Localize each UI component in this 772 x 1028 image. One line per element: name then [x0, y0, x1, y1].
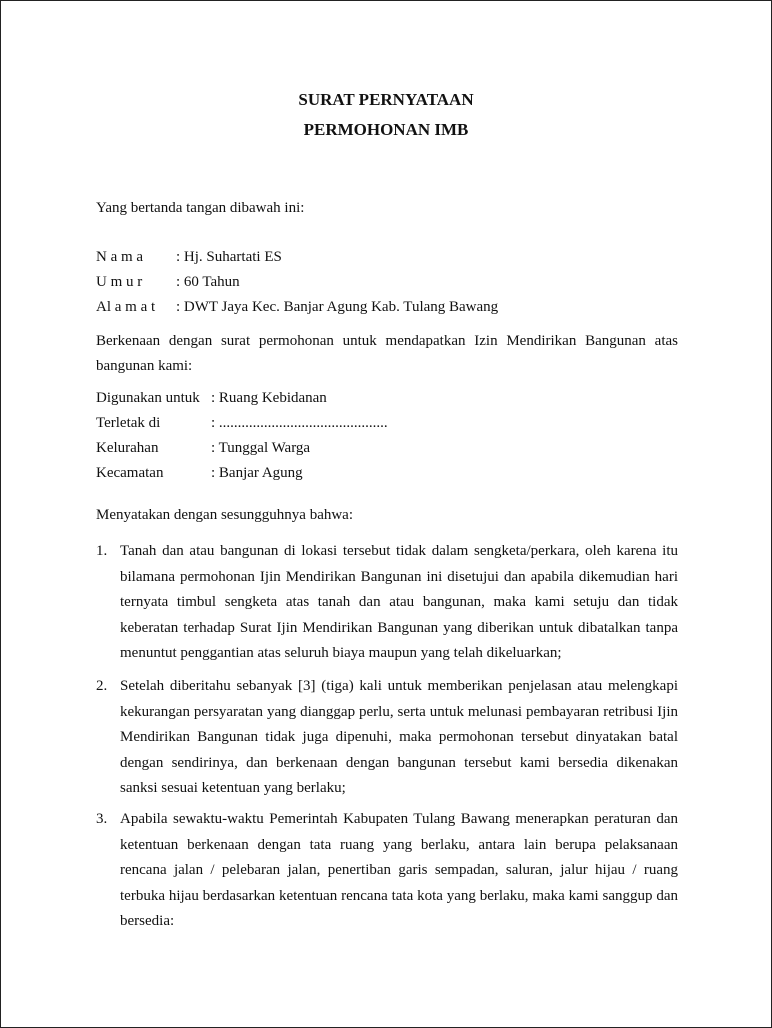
list-item-text: Tanah dan atau bangunan di lokasi tersebut tidak dalam sengketa/perkara, oleh karena itu bilamana permohonan Ijin Mendirikan Bangunan ini disetujui dan apabila dikemudian hari ternyata timbul sengketa atas tanah dan atau bangunan, maka kami setuju dan tidak keberatan terhadap Surat Ijin Mendirikan Bangunan yang diberikan untuk dibatalkan tanpa menuntut penggantian atas seluruh biaya maupun yang telah dikeluarkan; — [120, 543, 678, 662]
applicant-address-value: : DWT Jaya Kec. Banjar Agung Kab. Tulang Bawang — [176, 299, 499, 315]
applicant-age-label: U m u r — [96, 274, 143, 290]
list-item-number: 2. — [96, 678, 108, 694]
building-location-label: Terletak di — [96, 415, 161, 431]
document-subtitle: PERMOHONAN IMB — [303, 120, 469, 139]
applicant-name-label: N a m a — [96, 249, 144, 265]
intro-text: Yang bertanda tangan dibawah ini: — [96, 200, 305, 216]
applicant-age-value: : 60 Tahun — [176, 274, 240, 290]
building-location-value: : ............................................. — [211, 415, 388, 431]
building-kecamatan-value: : Banjar Agung — [211, 465, 303, 481]
list-item-number: 3. — [96, 811, 108, 827]
building-kecamatan-label: Kecamatan — [96, 465, 164, 481]
document-title: SURAT PERNYATAAN — [298, 90, 474, 109]
building-use-label: Digunakan untuk — [96, 390, 200, 406]
purpose-paragraph: Berkenaan dengan surat permohonan untuk mendapatkan Izin Mendirikan Bangunan atas bangunan kami: — [96, 333, 678, 374]
list-item-text: Apabila sewaktu-waktu Pemerintah Kabupaten Tulang Bawang menerapkan peraturan dan ketentuan berkenaan dengan tata ruang yang berlaku, antara lain berupa pelaksanaan rencana jalan / pelebaran jalan, penertiban garis sempadan, saluran, jalur hijau / ruang terbuka hijau berdasarkan ketentuan rencana tata kota yang berlaku, maka kami sanggup dan bersedia: — [120, 811, 678, 930]
statement-text: Menyatakan dengan sesungguhnya bahwa: — [96, 507, 354, 523]
building-kelurahan-label: Kelurahan — [96, 440, 159, 456]
building-kelurahan-value: : Tunggal Warga — [211, 440, 311, 456]
list-item-number: 1. — [96, 543, 108, 559]
applicant-name-value: : Hj. Suhartati ES — [176, 249, 282, 265]
applicant-address-label: Al a m a t — [96, 299, 156, 315]
list-item-text: Setelah diberitahu sebanyak [3] (tiga) kali untuk memberikan penjelasan atau melengkapi kekurangan persyaratan yang dianggap perlu, serta untuk melunasi pembayaran retribusi Ijin Mendirikan Bangunan tidak juga dipenuhi, maka permohonan tersebut dinyatakan batal dengan sendirinya, dan berkenaan dengan bangunan tersebut kami bersedia dikenakan sanksi sesuai ketentuan yang berlaku; — [120, 678, 678, 797]
building-use-value: : Ruang Kebidanan — [211, 390, 327, 406]
